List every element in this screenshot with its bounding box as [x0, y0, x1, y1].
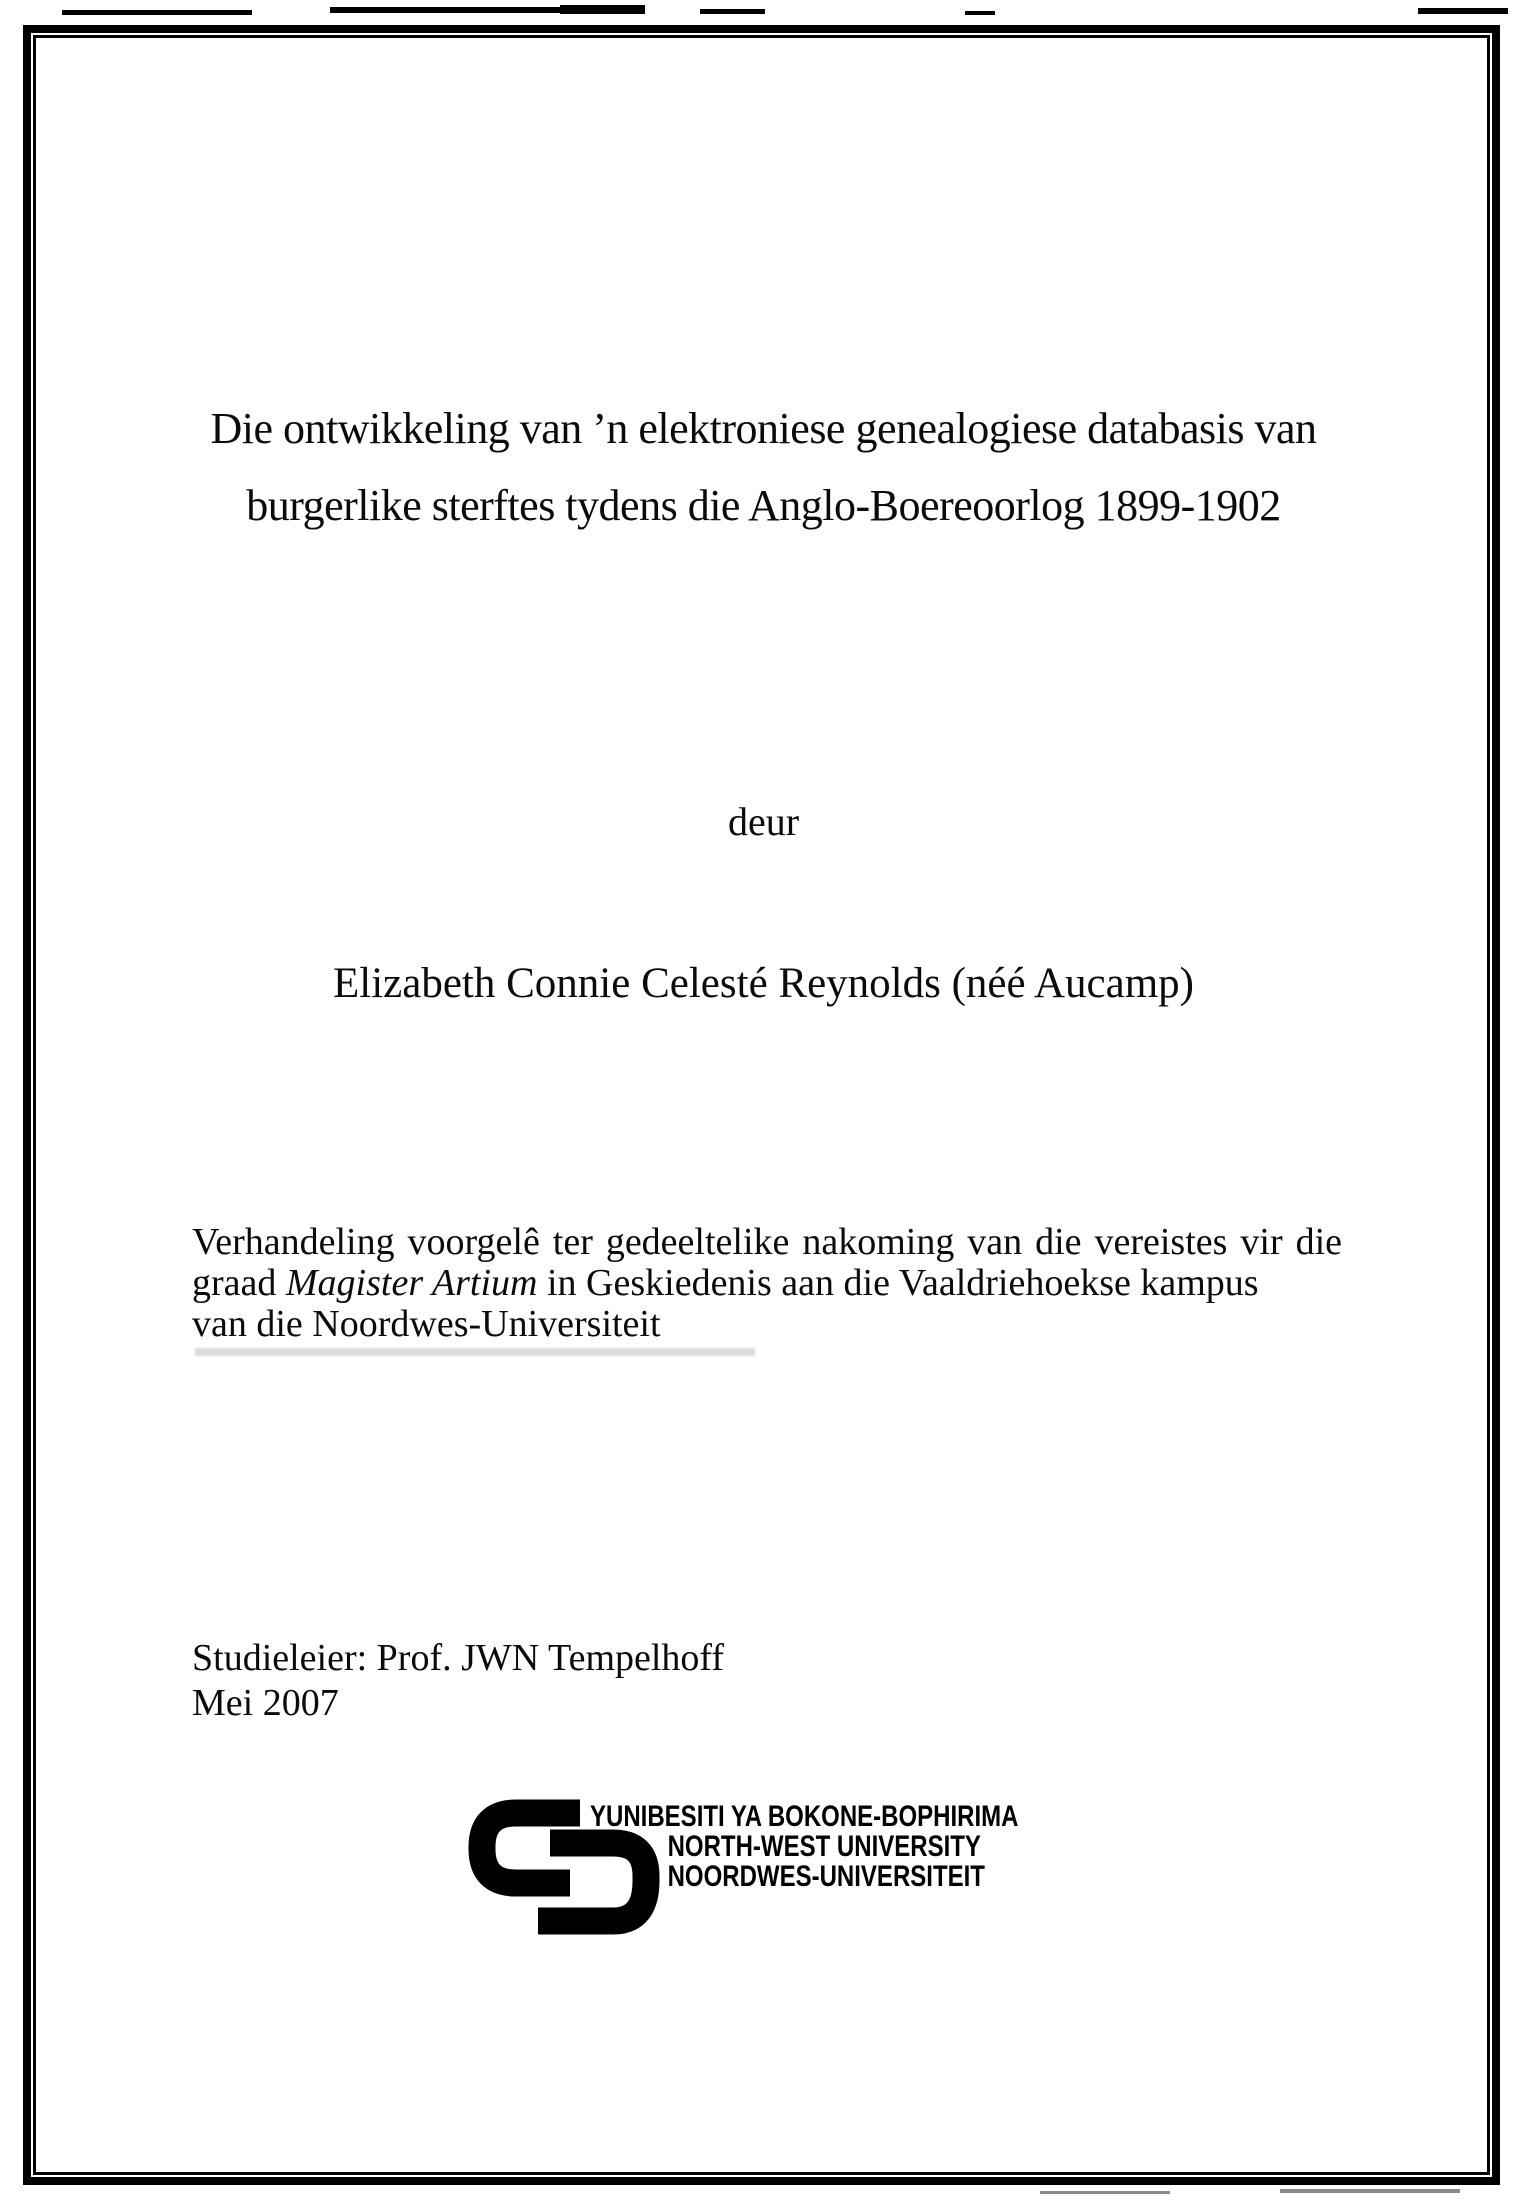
university-logo-text [590, 1802, 1019, 1892]
description-line-1: Verhandeling voorgelê ter gedeeltelike nakoming van die vereistes vir die [192, 1221, 1342, 1263]
byline-label: deur [727, 799, 800, 844]
description-line-2-post: in Geskiedenis aan die Vaaldriehoekse kampus [537, 1262, 1259, 1304]
logo-line-setswana: YUNIBESITI YA BOKONE-BOPHIRIMA [590, 1800, 1019, 1833]
description-line-3: van die Noordwes-Universiteit [192, 1303, 661, 1345]
description-line-2 [192, 1263, 1342, 1304]
page-title [40, 390, 1487, 544]
thesis-description [192, 1222, 1342, 1345]
scan-artifact [560, 5, 645, 14]
supervisor-block [192, 1636, 724, 1726]
title-line-1: Die ontwikkeling van ’n elektroniese genealogiese databasis van [210, 404, 1317, 453]
date-line: Mei 2007 [192, 1682, 339, 1724]
logo-line-afrikaans: NOORDWES-UNIVERSITEIT [667, 1860, 985, 1893]
scan-artifact [965, 11, 995, 15]
scan-artifact [1418, 8, 1508, 14]
supervisor-line: Studieleier: Prof. JWN Tempelhoff [192, 1637, 725, 1679]
scan-artifact [1040, 2191, 1170, 2194]
author-name: Elizabeth Connie Celesté Reynolds (néé Aucamp) [333, 960, 1194, 1007]
description-line-2-pre: graad [192, 1262, 286, 1304]
scan-artifact [1280, 2189, 1460, 2193]
title-line-2: burgerlike sterftes tydens die Anglo-Boereoorlog 1899-1902 [246, 481, 1281, 530]
degree-name: Magister Artium [285, 1262, 538, 1304]
scan-artifact [62, 10, 252, 15]
scan-artifact [195, 1348, 755, 1356]
logo-line-english: NORTH-WEST UNIVERSITY [667, 1830, 981, 1863]
scan-artifact [700, 9, 765, 14]
